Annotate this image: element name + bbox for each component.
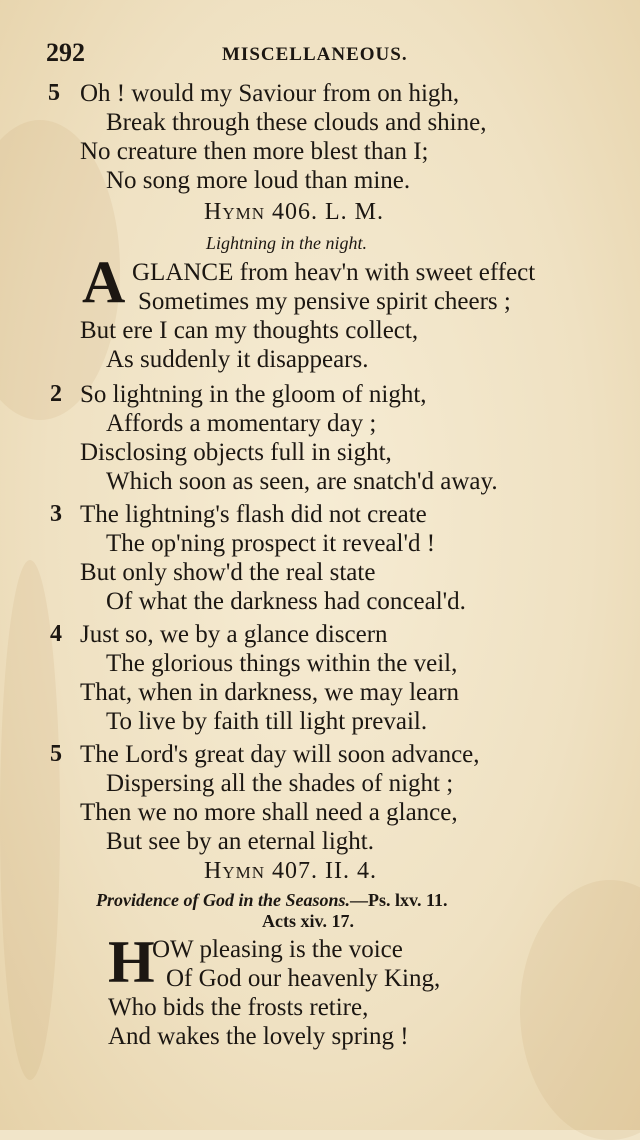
- verse-line: To live by faith till light prevail.: [106, 708, 428, 735]
- hymn-number-meter: 407. II. 4.: [272, 858, 377, 884]
- page-number: 292: [46, 38, 85, 67]
- verse-line: The glorious things within the veil,: [106, 650, 458, 677]
- verse-line: The Lord's great day will soon advance,: [80, 741, 480, 768]
- hymn-407-subtitle: [96, 890, 448, 911]
- scripture-reference: —Ps. lxv. 11.: [350, 890, 448, 910]
- stanza-number: 5: [48, 80, 60, 106]
- verse-line: But ere I can my thoughts collect,: [80, 317, 419, 344]
- stanza-number: 3: [50, 501, 62, 527]
- verse-line: Then we no more shall need a glance,: [80, 799, 458, 826]
- verse-line: Just so, we by a glance discern: [80, 621, 388, 648]
- subtitle-italic: Providence of God in the Seasons.: [96, 890, 350, 910]
- hymn-406-heading: [204, 199, 384, 226]
- verse-line: No creature then more blest than I;: [80, 138, 429, 165]
- stanza-number: 2: [50, 381, 62, 407]
- hymn-number-meter: 406. L. M.: [272, 199, 385, 225]
- paper-stain: [520, 880, 640, 1140]
- drop-cap: H: [108, 929, 155, 995]
- verse-line: No song more loud than mine.: [106, 167, 411, 194]
- verse-line: Oh ! would my Saviour from on high,: [80, 80, 460, 107]
- verse-line: Which soon as seen, are snatch'd away.: [106, 468, 498, 495]
- verse-line: GLANCE from heav'n with sweet effect: [132, 259, 536, 286]
- verse-line: Affords a momentary day ;: [106, 410, 377, 437]
- hymn-word-initial: H: [204, 858, 223, 884]
- hymn-word-rest: YMN: [222, 863, 266, 882]
- verse-line: Disclosing objects full in sight,: [80, 439, 392, 466]
- stanza-number: 4: [50, 621, 62, 647]
- verse-line: Sometimes my pensive spirit cheers ;: [138, 288, 511, 315]
- verse-line: That, when in darkness, we may learn: [80, 679, 460, 706]
- hymn-407-heading: [204, 858, 377, 885]
- hymn-406-subtitle: Lightning in the night.: [206, 233, 368, 253]
- hymn-word-initial: H: [204, 199, 223, 225]
- verse-line: So lightning in the gloom of night,: [80, 381, 427, 408]
- verse-line: And wakes the lovely spring !: [108, 1023, 409, 1050]
- scripture-reference-2: Acts xiv. 17.: [262, 911, 354, 931]
- verse-line: Of God our heavenly King,: [166, 965, 441, 992]
- drop-cap: A: [82, 249, 126, 315]
- verse-line: Dispersing all the shades of night ;: [106, 770, 454, 797]
- verse-line: But only show'd the real state: [80, 559, 376, 586]
- hymn-word-rest: YMN: [222, 204, 266, 223]
- stanza-number: 5: [50, 741, 62, 767]
- verse-line: OW pleasing is the voice: [152, 936, 403, 963]
- verse-line: The op'ning prospect it reveal'd !: [106, 530, 436, 557]
- verse-line: But see by an eternal light.: [106, 828, 374, 855]
- verse-line: As suddenly it disappears.: [106, 346, 369, 373]
- verse-line: The lightning's flash did not create: [80, 501, 427, 528]
- verse-line: Of what the darkness had conceal'd.: [106, 588, 466, 615]
- running-title: MISCELLANEOUS.: [222, 44, 408, 65]
- verse-line: Who bids the frosts retire,: [108, 994, 369, 1021]
- verse-line: Break through these clouds and shine,: [106, 109, 487, 136]
